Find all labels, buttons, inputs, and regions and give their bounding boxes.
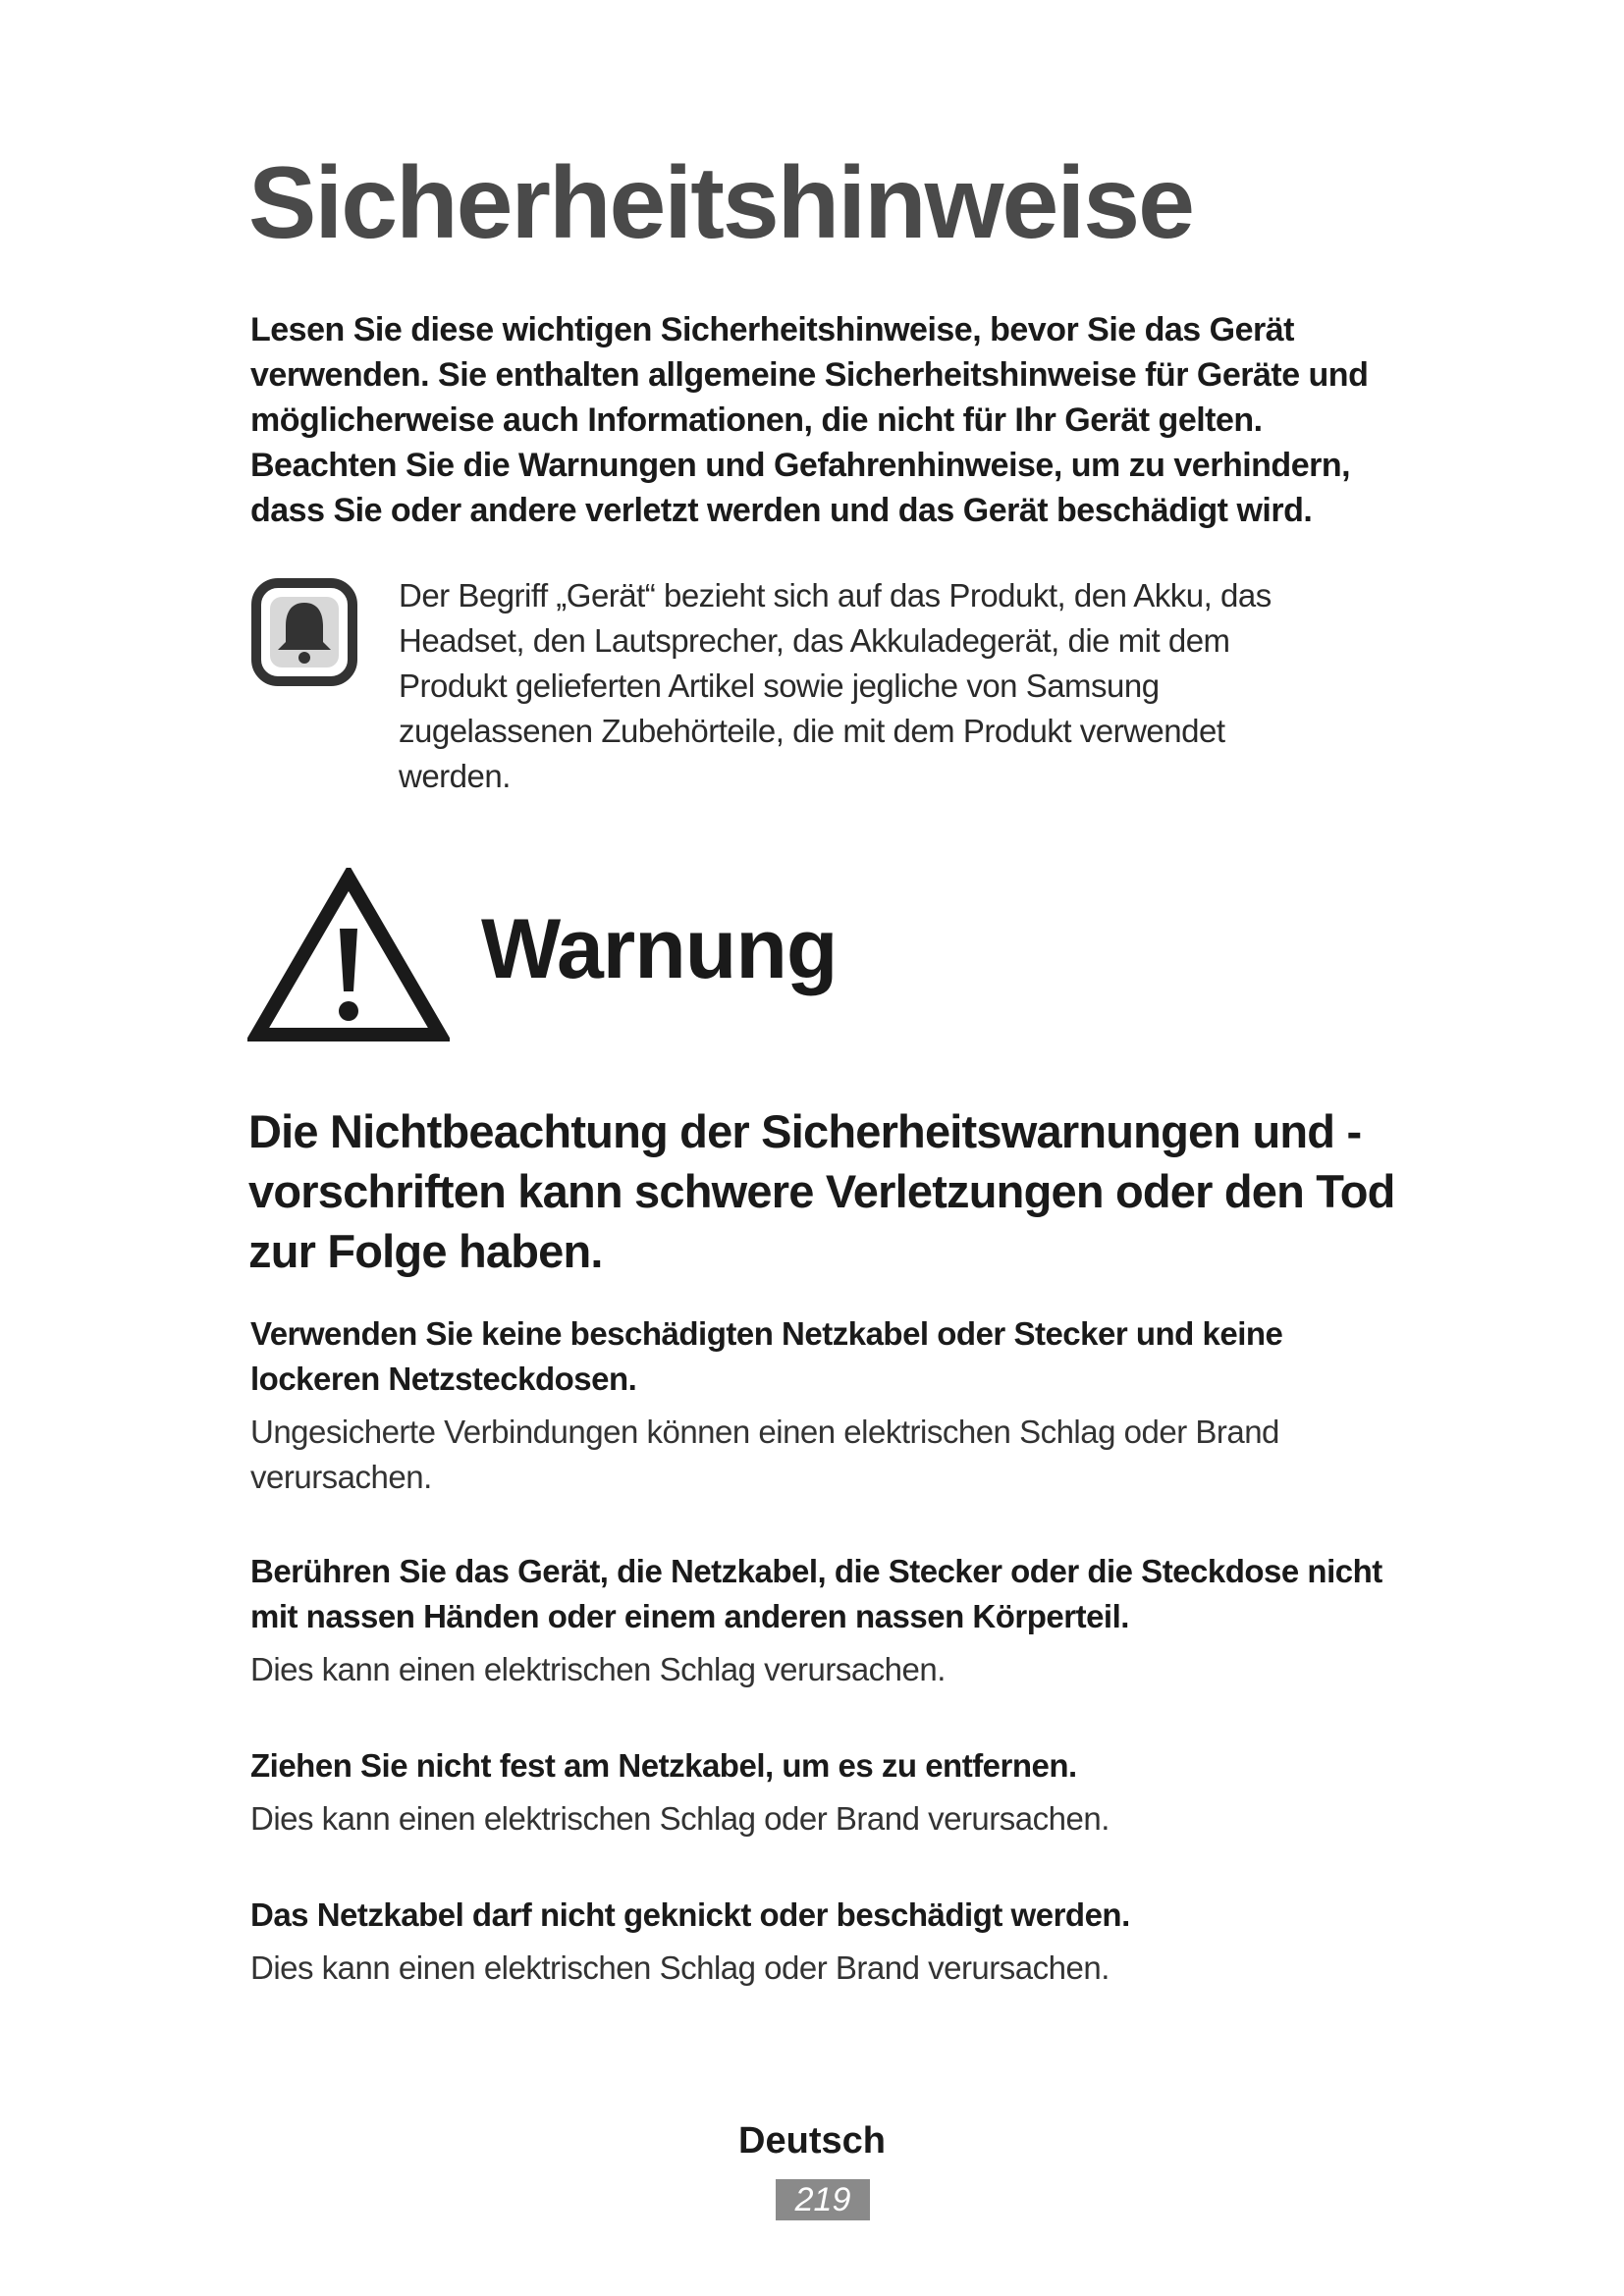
warning-lead: Die Nichtbeachtung der Sicherheitswarnungen und -vorschriften kann schwere Verletzungen oder den Tod zur Folge haben.: [248, 1105, 1395, 1277]
page-number: 219: [776, 2179, 870, 2220]
note-text: Der Begriff „Gerät“ bezieht sich auf das Produkt, den Akku, das Headset, den Lautsprecher, das Akkuladegerät, die mit dem Produkt gelieferten Artikel sowie jegliche von Samsung zugelassenen Zubehörteile, die mit dem Produkt verwendet werden.: [399, 577, 1272, 794]
warning-title: Warnung: [481, 902, 838, 996]
safety-item-heading: Verwenden Sie keine beschädigten Netzkabel oder Stecker und keine lockeren Netzsteckdosen.: [250, 1315, 1283, 1397]
safety-item-text: Dies kann einen elektrischen Schlag oder Brand verursachen.: [250, 1800, 1110, 1837]
safety-item-text: Dies kann einen elektrischen Schlag oder Brand verursachen.: [250, 1949, 1110, 1986]
safety-item-text: Ungesicherte Verbindungen können einen elektrischen Schlag oder Brand verursachen.: [250, 1414, 1279, 1495]
page-title: Sicherheitshinweise: [248, 146, 1193, 260]
safety-item-heading: Berühren Sie das Gerät, die Netzkabel, die Stecker oder die Steckdose nicht mit nassen Händen oder einem anderen nassen Körperteil.: [250, 1553, 1382, 1634]
intro-paragraph: Lesen Sie diese wichtigen Sicherheitshinweise, bevor Sie das Gerät verwenden. Sie enthalten allgemeine Sicherheitshinweise für Geräte und möglicherweise auch Informationen, die nicht für Ihr Gerät gelten. Beachten Sie die Warnungen und Gefahrenhinweise, um zu verhindern, dass Sie oder andere verletzt werden und das Gerät beschädigt wird.: [250, 311, 1369, 529]
safety-item-heading: Das Netzkabel darf nicht geknickt oder beschädigt werden.: [250, 1896, 1130, 1933]
safety-item: [250, 1549, 1399, 1692]
safety-item: [250, 1743, 1399, 1842]
footer-language: Deutsch: [738, 2120, 886, 2162]
safety-item-heading: Ziehen Sie nicht fest am Netzkabel, um es zu entfernen.: [250, 1747, 1077, 1784]
safety-item-text: Dies kann einen elektrischen Schlag verursachen.: [250, 1651, 946, 1687]
safety-item: [250, 1893, 1399, 1991]
safety-item: [250, 1311, 1399, 1500]
bell-note-icon: [250, 577, 358, 687]
warning-triangle-icon: [247, 868, 450, 1044]
